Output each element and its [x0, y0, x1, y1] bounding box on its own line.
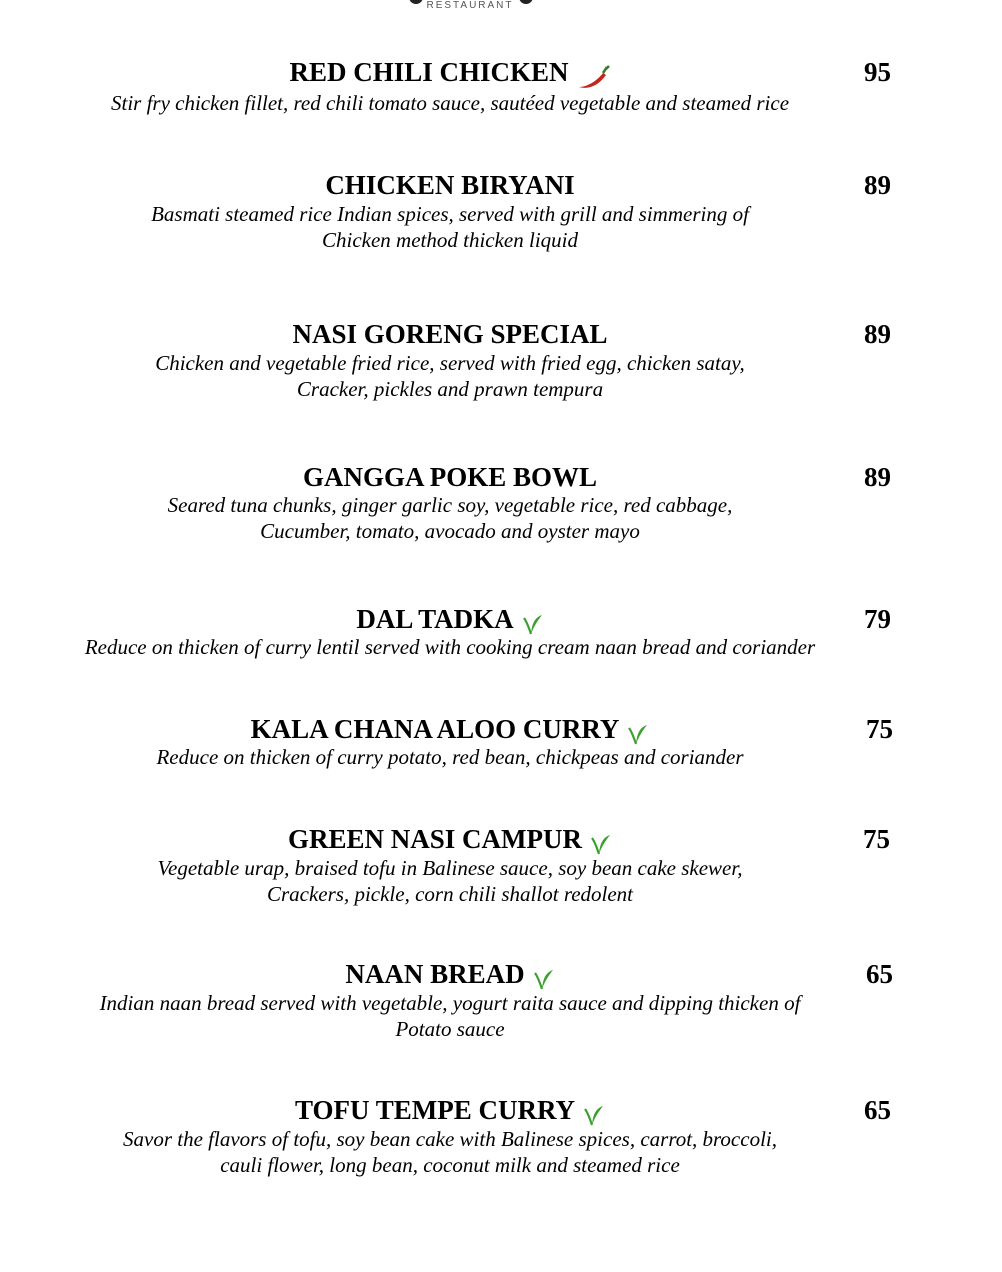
menu-item-price: 75	[866, 714, 893, 744]
menu-item-name: TOFU TEMPE CURRY	[294, 1095, 576, 1125]
description-line: Crackers, pickle, corn chili shallot redolent	[266, 881, 634, 906]
menu-item-description	[0, 202, 900, 253]
menu-item-title-row	[0, 959, 900, 991]
menu-item-name: CHICKEN BIRYANI	[325, 170, 575, 200]
menu-item-title-row	[0, 462, 900, 492]
logo-text: RESTAURANT	[426, 0, 514, 11]
description-line: Cracker, pickles and prawn tempura	[296, 376, 604, 401]
menu-item-description	[0, 856, 900, 907]
description-line: Seared tuna chunks, ginger garlic soy, vegetable rice, red cabbage,	[167, 493, 733, 517]
description-line: cauli flower, long bean, coconut milk and steamed rice	[220, 1152, 680, 1177]
menu-item-title-row	[0, 604, 900, 636]
description-line: Vegetable urap, braised tofu in Balinese sauce, soy bean cake skewer,	[157, 856, 743, 880]
description-line: Reduce on thicken of curry lentil served with cooking cream naan bread and coriander	[84, 635, 816, 659]
vegetarian-icon	[533, 967, 555, 991]
menu-item-description	[0, 1127, 900, 1178]
menu-item-price: 95	[864, 57, 891, 87]
description-line: Indian naan bread served with vegetable, yogurt raita sauce and dipping thicken of	[99, 991, 801, 1015]
description-line: Potato sauce	[395, 1016, 505, 1041]
menu-item-price: 89	[864, 319, 891, 349]
menu-item-title-row	[0, 1095, 900, 1127]
chili-icon	[577, 63, 611, 91]
description-line: Reduce on thicken of curry potato, red bean, chickpeas and coriander	[156, 745, 744, 769]
menu-item-name: GREEN NASI CAMPUR	[287, 824, 582, 854]
menu-item-title-row	[0, 319, 900, 349]
description-line: Cucumber, tomato, avocado and oyster mayo	[260, 518, 640, 543]
vegetarian-icon	[583, 1103, 605, 1127]
menu-item-name: GANGGA POKE BOWL	[302, 462, 598, 492]
menu-item-description	[0, 351, 900, 402]
vegetarian-icon	[590, 832, 612, 856]
menu-item-price: 65	[864, 1095, 891, 1125]
menu-item-description	[0, 745, 900, 771]
vegetarian-icon	[627, 722, 649, 746]
menu-item-description	[0, 493, 900, 544]
menu-item-price: 89	[864, 170, 891, 200]
menu-item-description	[0, 635, 900, 661]
menu-item-name: NAAN BREAD	[345, 959, 525, 989]
menu-item-title-row	[0, 170, 900, 200]
menu-item-price: 79	[864, 604, 891, 634]
menu-item-title-row	[0, 57, 900, 91]
vegetarian-icon	[522, 612, 544, 636]
menu-item-price: 65	[866, 959, 893, 989]
menu-item-price: 75	[863, 824, 890, 854]
description-line: Savor the flavors of tofu, soy bean cake with Balinese spices, carrot, broccoli,	[123, 1127, 777, 1151]
description-line: Chicken method thicken liquid	[321, 227, 578, 252]
menu-item-name: NASI GORENG SPECIAL	[292, 319, 608, 349]
menu-item-title-row	[0, 824, 900, 856]
menu-item-description	[0, 91, 900, 117]
menu-item-title-row	[0, 714, 900, 746]
menu-item-name: KALA CHANA ALOO CURRY	[250, 714, 620, 744]
menu-item-name: DAL TADKA	[356, 604, 514, 634]
description-line: Stir fry chicken fillet, red chili tomato sauce, sautéed vegetable and steamed rice	[110, 91, 790, 115]
menu-item-description	[0, 991, 900, 1042]
menu-item-price: 89	[864, 462, 891, 492]
description-line: Chicken and vegetable fried rice, served with fried egg, chicken satay,	[155, 351, 745, 375]
description-line: Basmati steamed rice Indian spices, served with grill and simmering of	[151, 202, 749, 226]
restaurant-logo	[395, 0, 545, 16]
menu-item-name: RED CHILI CHICKEN	[289, 57, 569, 87]
